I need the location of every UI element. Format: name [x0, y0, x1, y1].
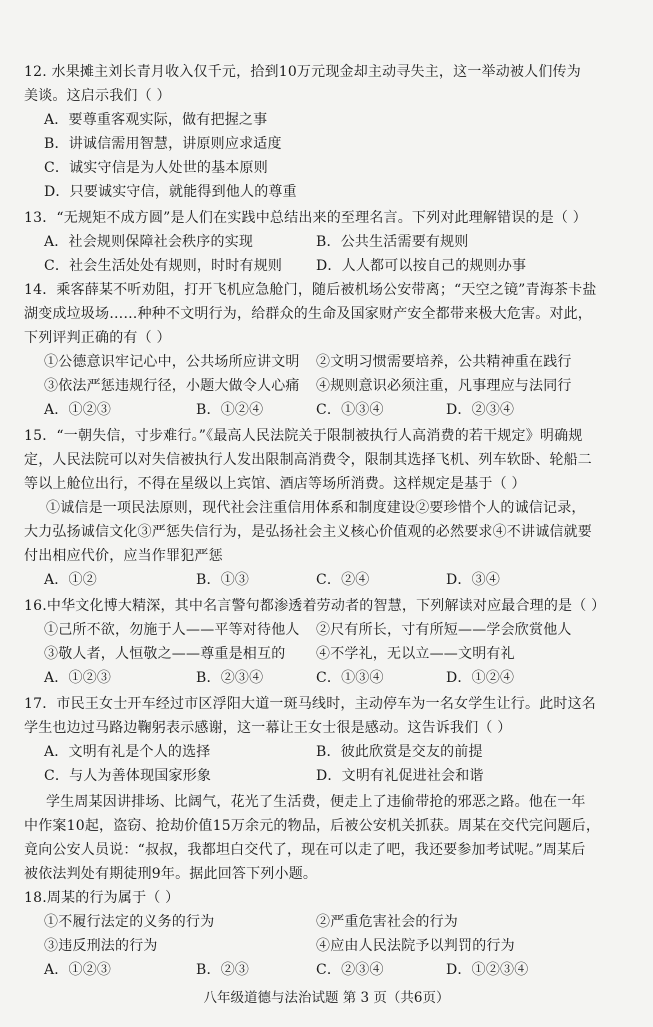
q13-option-a: A．社会规则保障社会秩序的实现	[44, 234, 254, 250]
q17-option-a: A．文明有礼是个人的选择	[44, 744, 211, 760]
material-line3: 竟向公安人员说：“叔叔，我都坦白交代了，现在可以走了吧，我还要参加考试呢。”周某后	[24, 842, 586, 858]
q13-stem: 13．“无规矩不成方圆”是人们在实践中总结出来的至理名言。下列对此理解错误的是（ ）	[24, 210, 587, 226]
q12-option-c: C．诚实守信是为人处世的基本原则	[44, 160, 268, 176]
q15-items-line3: 付出相应代价，应当作罪犯严惩	[24, 548, 223, 564]
q16-stem: 16.中华文化博大精深，其中名言警句都渗透着劳动者的智慧，下列解读对应最合理的是（ ）	[24, 598, 606, 614]
q14-item-2: ②文明习惯需要培养，公共精神重在践行	[316, 354, 572, 370]
q13-option-d: D．人人都可以按自己的规则办事	[316, 258, 527, 274]
q18-stem: 18.周某的行为属于（ ）	[24, 890, 180, 906]
q17-option-c: C．与人为善体现国家形象	[44, 768, 212, 784]
q15-stem-line2: 定，人民法院可以对失信被执行人发出限制高消费令，限制其选择飞机、列车软卧、轮船二	[24, 452, 592, 468]
material-line2: 中作案10起，盗窃、抢劫价值15万余元的物品，后被公安机关抓获。周某在交代完问题后，	[24, 818, 601, 834]
q14-stem-line3: 下列评判正确的有（ ）	[24, 330, 171, 346]
q18-option-a: A．①②③	[44, 962, 112, 978]
q16-option-a: A．①②③	[44, 670, 112, 686]
q17-option-d: D．文明有礼促进社会和谐	[316, 768, 484, 784]
q14-item-3: ③依法严惩违规行径，小题大做令人心痛	[44, 378, 300, 394]
q15-option-b: B．①③	[196, 572, 250, 588]
q12-option-d: D．只要诚实守信，就能得到他人的尊重	[44, 184, 297, 200]
q18-item-1: ①不履行法定的义务的行为	[44, 914, 215, 930]
q14-item-1: ①公德意识牢记心中，公共场所应讲文明	[44, 354, 300, 370]
q16-option-c: C．①③④	[316, 670, 384, 686]
q18-item-4: ④应由人民法院予以判罚的行为	[316, 938, 515, 954]
q13-option-c: C．社会生活处处有规则，时时有规则	[44, 258, 283, 274]
q12-stem-line1: 12. 水果摊主刘长青月收入仅千元，拾到10万元现金却主动寻失主，这一举动被人们传为	[24, 64, 581, 80]
q14-option-d: D．②③④	[446, 402, 515, 418]
q17-stem-line1: 17．市民王女士开车经过市区浮阳大道一斑马线时，主动停车为一名女学生让行。此时这名	[24, 696, 597, 712]
q16-item-3: ③敬人者，人恒敬之——尊重是相互的	[44, 646, 286, 662]
q16-item-4: ④不学礼，无以立——文明有礼	[316, 646, 515, 662]
q12-option-b: B．讲诚信需用智慧，讲原则应求适度	[44, 136, 282, 152]
q16-item-2: ②尺有所长，寸有所短——学会欣赏他人	[316, 622, 572, 638]
q15-stem-line1: 15．“一朝失信，寸步难行。”《最高人民法院关于限制被执行人高消费的若干规定》明确规	[24, 428, 583, 444]
q18-item-2: ②严重危害社会的行为	[316, 914, 458, 930]
q16-item-1: ①己所不欲，勿施于人——平等对待他人	[44, 622, 300, 638]
q16-option-d: D．①②④	[446, 670, 515, 686]
q14-item-4: ④规则意识必须注重，凡事理应与法同行	[316, 378, 572, 394]
q14-option-c: C．①③④	[316, 402, 384, 418]
q14-option-a: A．①②③	[44, 402, 112, 418]
q14-option-b: B．①②④	[196, 402, 264, 418]
q17-stem-line2: 学生也边过马路边鞠躬表示感谢，这一幕让王女士很是感动。这告诉我们（ ）	[24, 720, 512, 736]
q12-option-a: A．要尊重客观实际，做有把握之事	[44, 112, 268, 128]
q15-option-d: D．③④	[446, 572, 501, 588]
page-footer: 八年级道德与法治试题 第 3 页（共6页）	[203, 990, 450, 1006]
q15-stem-line3: 等以上舱位出行，不得在星级以上宾馆、酒店等场所消费。这样规定是基于（ ）	[24, 476, 526, 492]
q13-option-b: B．公共生活需要有规则	[316, 234, 469, 250]
material-line4: 被依法判处有期徒刑9年。据此回答下列小题。	[24, 866, 318, 882]
q14-stem-line1: 14．乘客薛某不听劝阻，打开飞机应急舱门，随后被机场公安带离；“天空之镜”青海茶卡盐	[24, 282, 597, 298]
q16-option-b: B．②③④	[196, 670, 264, 686]
q15-items-line1: ①诚信是一项民法原则，现代社会注重信用体系和制度建设②要珍惜个人的诚信记录，	[46, 500, 586, 516]
q15-items-line2: 大力弘扬诚信文化③严惩失信行为，是弘扬社会主义核心价值观的必然要求④不讲诚信就要	[24, 524, 592, 540]
q14-stem-line2: 湖变成垃圾场……种种不文明行为，给群众的生命及国家财产安全都带来极大危害。对此，	[24, 306, 592, 322]
q12-stem-line2: 美谈。这启示我们（ ）	[24, 88, 171, 104]
q18-option-d: D．①②③④	[446, 962, 529, 978]
q18-item-3: ③违反刑法的行为	[44, 938, 158, 954]
q18-option-c: C．②③④	[316, 962, 384, 978]
q17-option-b: B．彼此欣赏是交友的前提	[316, 744, 483, 760]
q18-option-b: B．②③	[196, 962, 250, 978]
q15-option-a: A．①②	[44, 572, 97, 588]
q15-option-c: C．②④	[316, 572, 370, 588]
material-line1: 学生周某因讲排场、比阔气，花光了生活费，便走上了违偷带抢的邪恶之路。他在一年	[46, 794, 586, 810]
